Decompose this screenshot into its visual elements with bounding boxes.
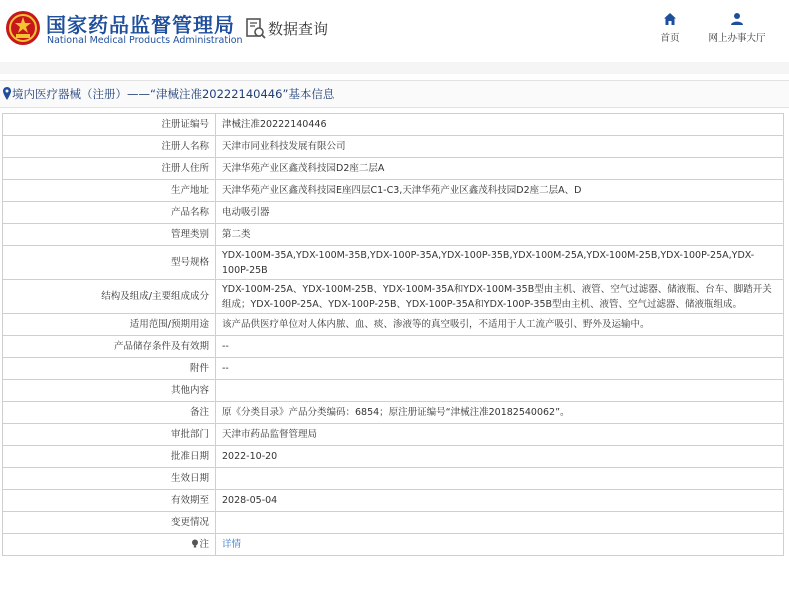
table-row — [3, 446, 784, 468]
row-label: 审批部门 — [3, 424, 216, 446]
home-icon — [663, 12, 677, 26]
table-row — [3, 114, 784, 136]
nav-online-office-label: 网上办事大厅 — [708, 33, 766, 44]
table-row — [3, 424, 784, 446]
row-value: 2022-10-20 — [216, 446, 784, 468]
row-value: 原《分类目录》产品分类编码：6854；原注册证编号“津械注准20182540062”。 — [216, 402, 784, 424]
section-title: 境内医疗器械（注册）——“津械注准20222140446”基本信息 — [12, 87, 335, 101]
user-icon — [730, 12, 744, 26]
row-value: YDX-100M-25A、YDX-100M-25B、YDX-100M-35A和YDX-100M-35B型由主机、液管、空气过滤器、储液瓶、台车、脚踏开关组成；YDX-100P-25A、YDX-100P-25B、YDX-100P-35A和YDX-100P-35B型由主机、液管、空气过滤器、储液瓶组成。 — [216, 280, 784, 314]
row-label: 适用范围/预期用途 — [3, 314, 216, 336]
row-label: 备注 — [3, 402, 216, 424]
table-row — [3, 380, 784, 402]
row-value: 天津市药品监督管理局 — [216, 424, 784, 446]
detail-cell — [216, 534, 784, 556]
table-row — [3, 158, 784, 180]
row-value: 天津市同业科技发展有限公司 — [216, 136, 784, 158]
row-label: 注册人名称 — [3, 136, 216, 158]
header-divider — [0, 62, 789, 74]
row-value: 电动吸引器 — [216, 202, 784, 224]
data-search-label[interactable]: 数据查询 — [268, 20, 329, 38]
row-value — [216, 512, 784, 534]
row-value: -- — [216, 358, 784, 380]
note-label-cell — [3, 534, 216, 556]
nav-home[interactable] — [655, 12, 685, 44]
table-row — [3, 180, 784, 202]
table-row — [3, 512, 784, 534]
brand-name-en: National Medical Products Administration — [47, 35, 243, 46]
table-row — [3, 246, 784, 280]
device-info-table — [2, 113, 784, 556]
row-value — [216, 380, 784, 402]
table-row — [3, 336, 784, 358]
row-label: 注册人住所 — [3, 158, 216, 180]
row-label: 型号规格 — [3, 246, 216, 280]
row-value: 天津华苑产业区鑫茂科技园D2座二层A — [216, 158, 784, 180]
row-value: 津械注准20222140446 — [216, 114, 784, 136]
table-row — [3, 534, 784, 556]
row-value: 2028-05-04 — [216, 490, 784, 512]
table-row — [3, 402, 784, 424]
table-row — [3, 490, 784, 512]
row-label: 其他内容 — [3, 380, 216, 402]
section-title-bar — [0, 80, 789, 108]
table-row — [3, 224, 784, 246]
national-emblem-icon — [5, 10, 41, 46]
row-label: 变更情况 — [3, 512, 216, 534]
table-row — [3, 358, 784, 380]
row-label: 产品储存条件及有效期 — [3, 336, 216, 358]
data-search-icon — [245, 17, 267, 41]
table-row — [3, 314, 784, 336]
row-label: 生产地址 — [3, 180, 216, 202]
site-header — [0, 0, 789, 62]
table-row — [3, 136, 784, 158]
row-label: 管理类别 — [3, 224, 216, 246]
table-row — [3, 468, 784, 490]
row-value: YDX-100M-35A,YDX-100M-35B,YDX-100P-35A,YDX-100P-35B,YDX-100M-25A,YDX-100M-25B,YDX-100P-25A,YDX-100P-25B — [216, 246, 784, 280]
nav-home-label: 首页 — [660, 33, 680, 44]
row-value: -- — [216, 336, 784, 358]
row-value: 该产品供医疗单位对人体内脓、血、痰、渗液等的真空吸引，不适用于人工流产吸引、野外及运输中。 — [216, 314, 784, 336]
brand-name-cn: 国家药品监督管理局 — [46, 13, 235, 37]
row-label: 结构及组成/主要组成成分 — [3, 280, 216, 314]
detail-link[interactable]: 详情 — [222, 539, 242, 550]
row-value: 天津华苑产业区鑫茂科技园E座四层C1-C3,天津华苑产业区鑫茂科技园D2座二层A、D — [216, 180, 784, 202]
row-label: 有效期至 — [3, 490, 216, 512]
row-value — [216, 468, 784, 490]
row-label: 附件 — [3, 358, 216, 380]
row-value: 第二类 — [216, 224, 784, 246]
table-row — [3, 280, 784, 314]
location-pin-icon — [3, 87, 11, 100]
nav-online-office[interactable] — [705, 12, 769, 44]
row-label: 注册证编号 — [3, 114, 216, 136]
table-row — [3, 202, 784, 224]
row-label: 产品名称 — [3, 202, 216, 224]
row-label: 批准日期 — [3, 446, 216, 468]
row-label: 生效日期 — [3, 468, 216, 490]
row-label: 注 — [199, 539, 209, 550]
